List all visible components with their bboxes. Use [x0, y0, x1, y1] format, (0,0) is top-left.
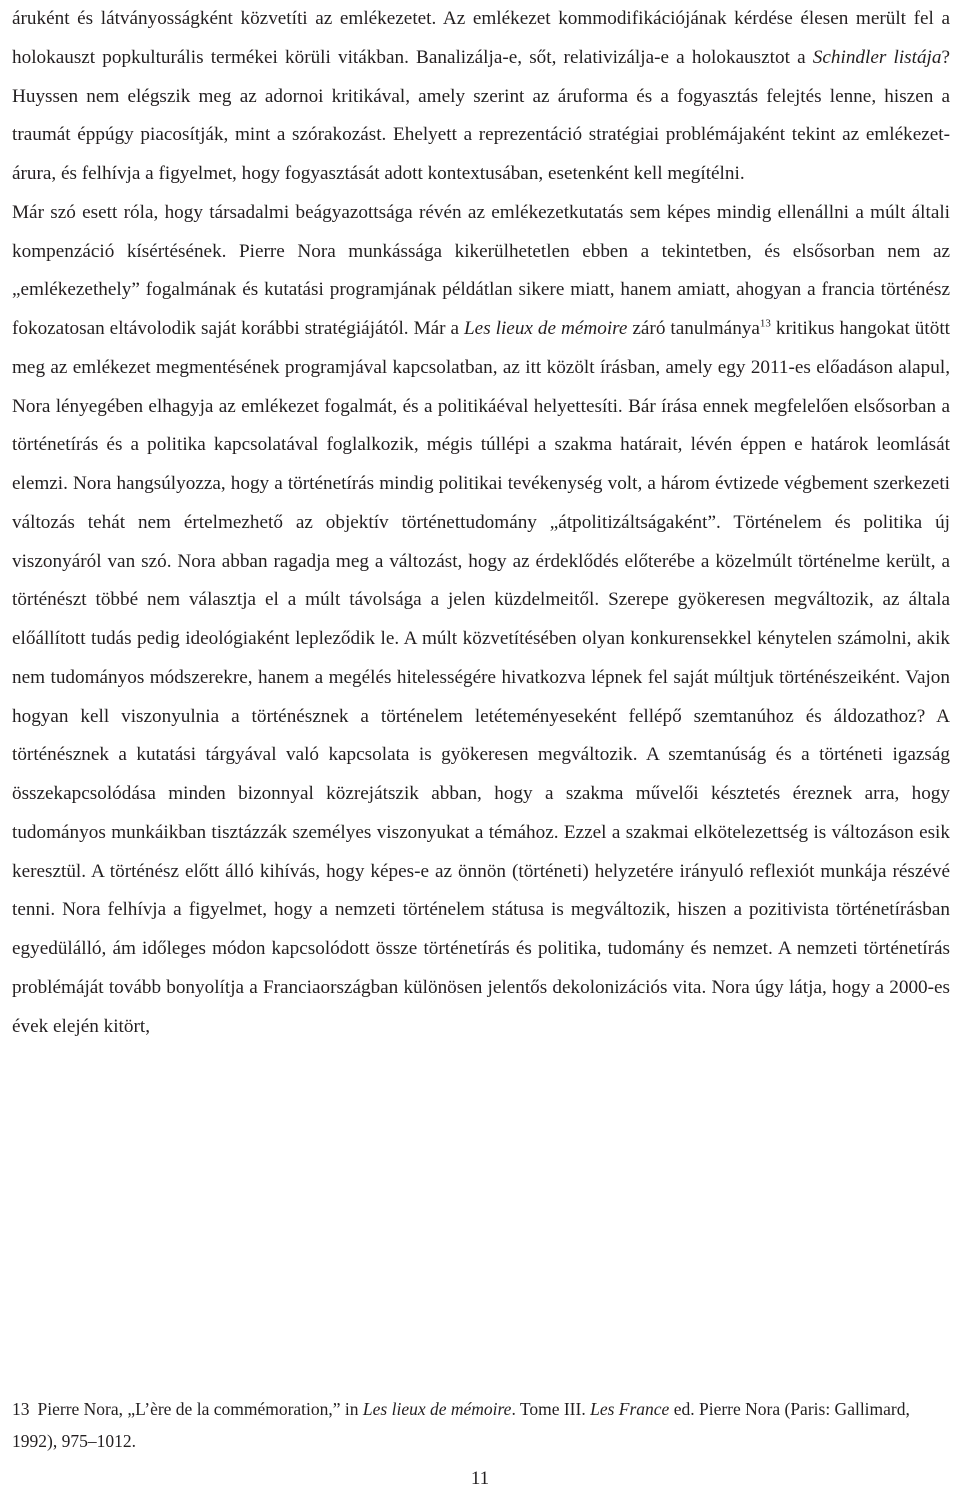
footnote-number: 13	[12, 1399, 30, 1419]
page-number: 11	[470, 1468, 490, 1489]
italic-title: Les lieux de mémoire	[464, 318, 628, 339]
text-run: Pierre Nora, „L’ère de la commémoration,” in	[37, 1399, 363, 1419]
italic-title: Schindler listája	[812, 46, 942, 68]
text-run: ? Huyssen nem elégszik meg az adornoi kritikával, amely szerint az áruforma és a fogyasztás felejtés lenne, hiszen a traumát éppúgy piacosítják, mint a szórakozást. Ehelyett a reprezentáció stratégiai problémájaként tekint az emlékezet-árura, és felhívja a figyelmet, hogy fogyasztását adott kontextusában, esetenként kell megítélni.	[12, 46, 950, 184]
text-run: Már szó esett róla, hogy társadalmi beágyazottsága révén az emlékezetkutatás sem képes mindig ellenállni a múlt általi kompenzáció kísértésének. Pierre Nora munkássága kikerülhetetlen ebben a tekintetben, és elsősorban nem az „emlékezethely” fogalmának és kutatási programjának példátlan sikere miatt, hanem amiatt, ahogyan a francia történész fokozatosan eltávolodik saját korábbi stratégiájától. Már a	[12, 201, 950, 339]
italic-title: Les lieux de mémoire	[362, 1399, 512, 1419]
footnote	[12, 1393, 950, 1457]
paragraph	[12, 194, 950, 1047]
paragraph	[12, 0, 950, 194]
italic-title: Les France	[590, 1399, 670, 1419]
text-run: áruként és látványosságként közvetíti az emlékezetet. Az emlékezet kommodifikációjának kérdése élesen merült fel a holokauszt popkulturális termékei körüli vitákban. Banalizálja-e, sőt, relativizálja-e a holokausztot a	[12, 8, 950, 68]
footnote-text	[12, 1399, 910, 1451]
footnote-reference: 13	[759, 317, 771, 330]
text-run: ed. Pierre Nora (Paris: Gallimard, 1992), 975–1012.	[12, 1399, 910, 1451]
text-run: záró tanulmánya	[627, 318, 760, 339]
text-run: . Tome III.	[511, 1399, 591, 1419]
page-body	[12, 0, 950, 1046]
text-run: kritikus hangokat ütött meg az emlékezet megmentésének programjával kapcsolatban, az itt közölt írásban, amely egy 2011-es előadáson alapul, Nora lényegében elhagyja az emlékezet fogalmát, és a politikáéval helyettesíti. Bár írása ennek megfelelően elsősorban a történetírás és a politika kapcsolatával foglalkozik, mégis túllépi a szakma határait, lévén éppen e határok leomlását elemzi. Nora hangsúlyozza, hogy a történetírás mindig politikai tevékenység volt, a három évtizede végbement szerkezeti változás tehát nem értelmezhető az objektív történettudomány „átpolitizáltságaként”. Történelem és politika új viszonyáról van szó. Nora abban ragadja meg a változást, hogy az érdeklődés előterébe a közelmúlt történelme került, a történészt többé nem választja el a múlt távolsága a jelen küzdelmeitől. Szerepe gyökeresen megváltozik, az általa előállított tudás pedig ideológiaként lepleződik le. A múlt közvetítésében olyan konkurensekkel kénytelen számolni, akik nem tudományos módszerekre, hanem a megélés hitelességére hivatkozva lépnek fel saját múltjuk történészeiként. Vajon hogyan kell viszonyulnia a történésznek a történelem letéteményeseként fellépő szemtanúhoz és áldozathoz? A történésznek a kutatási tárgyával való kapcsolata is gyökeresen megváltozik. A szemtanúság és a történeti igazság összekapcsolódása minden bizonnyal közrejátszik abban, hogy a szakma művelői késztetés éreznek arra, hogy tudományos munkáikban tisztázzák személyes viszonyukat a témához. Ezzel a szakmai elkötelezettség is változáson esik keresztül. A történész előtt álló kihívás, hogy képes-e az önnön (történeti) helyzetére irányuló reflexiót munkája részévé tenni. Nora felhívja a figyelmet, hogy a nemzeti történelem státusa is megváltozik, hiszen a pozitivista történetírásban egyedülálló, ám időleges módon kapcsolódott össze történetírás és politika, tudomány és nemzet. A nemzeti történetírás problémáját tovább bonyolítja a Franciaországban különösen jelentős dekolonizációs vita. Nora úgy látja, hogy a 2000-es évek elején kitört,	[12, 318, 950, 1037]
body-text	[12, 0, 950, 1046]
